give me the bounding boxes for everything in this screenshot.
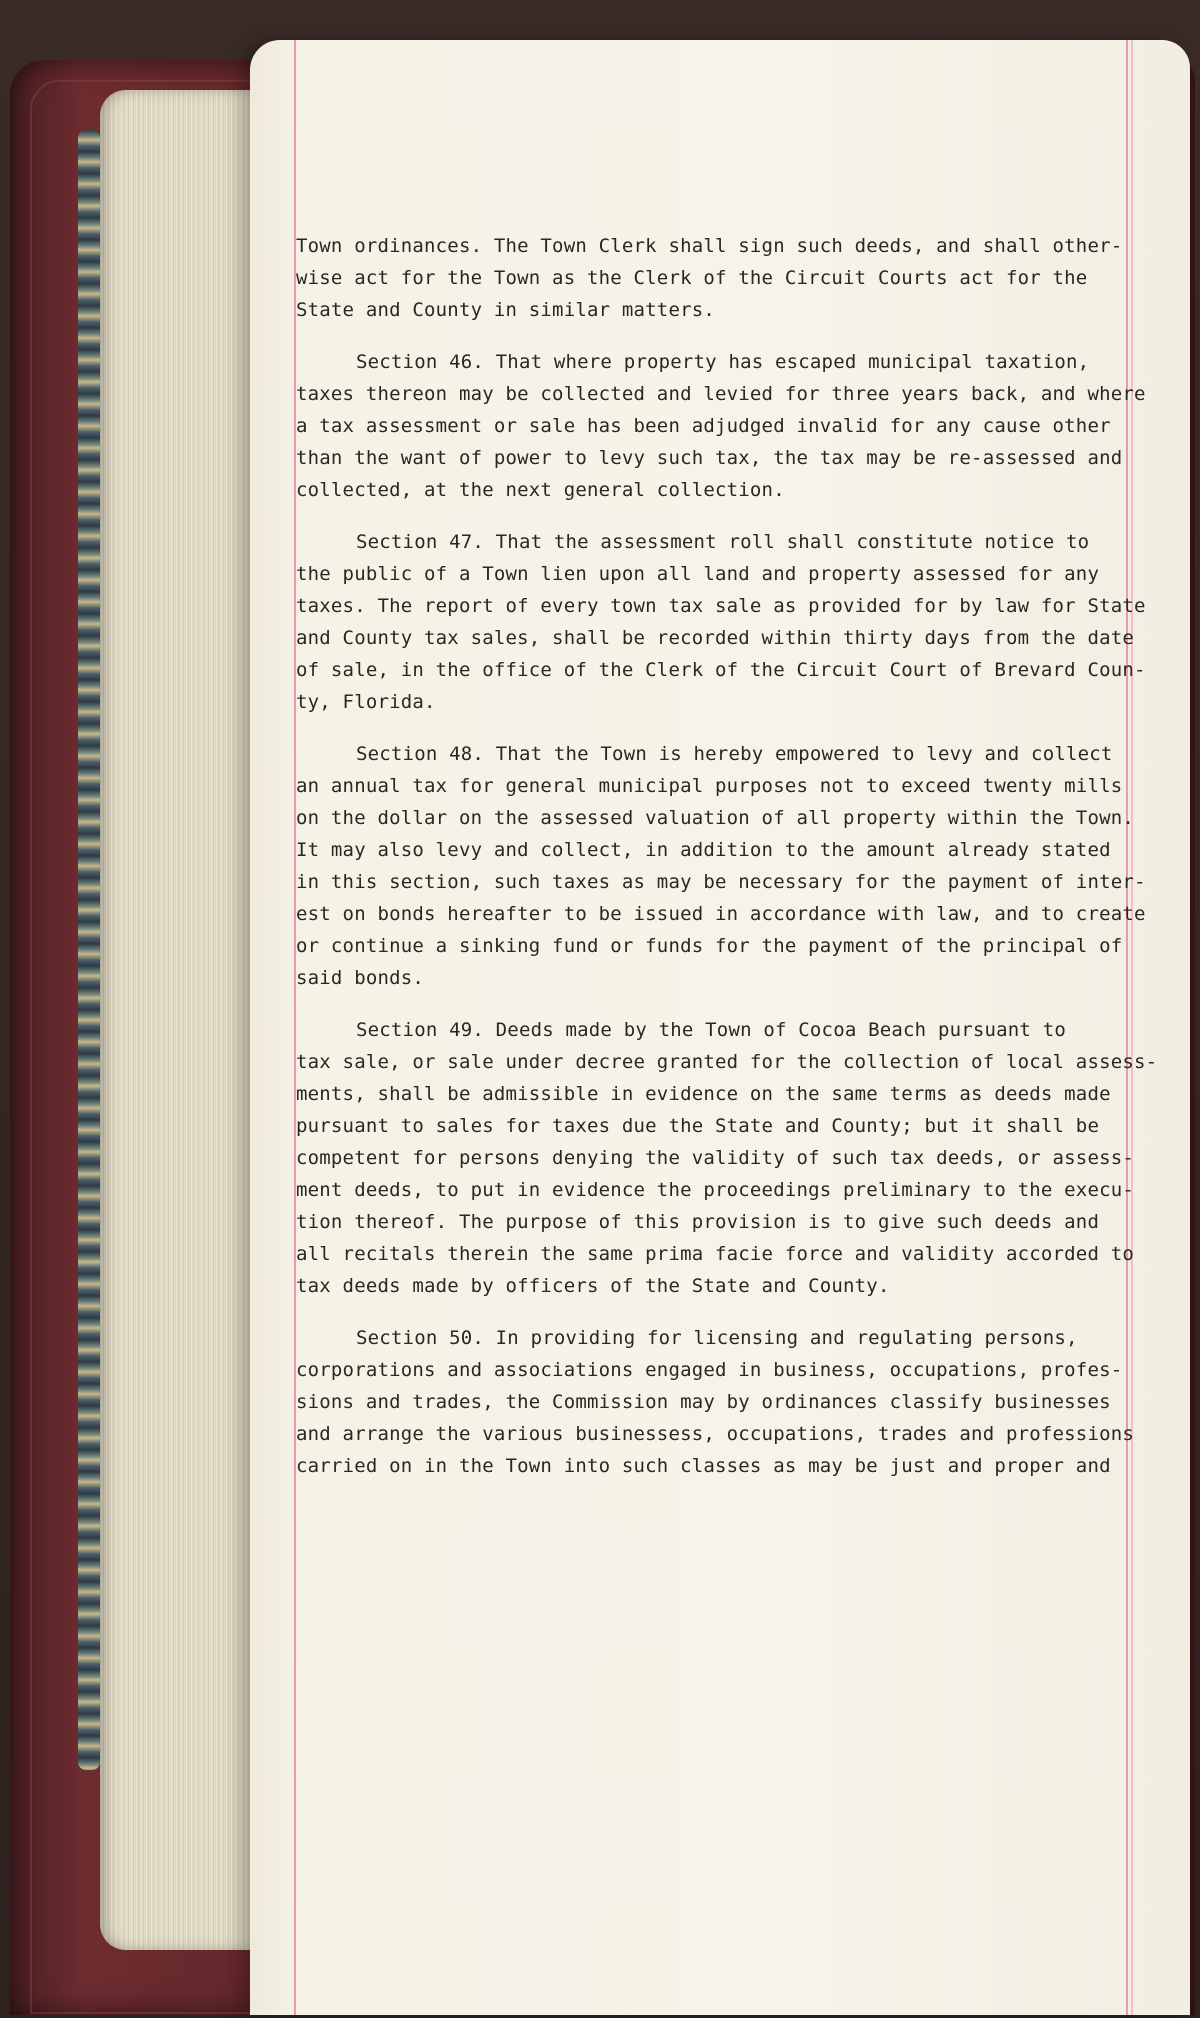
text-line: It may also levy and collect, in addition to the amount already stated	[296, 839, 1111, 861]
text-line: collected, at the next general collection.	[296, 479, 785, 501]
marbled-page-edge	[78, 130, 100, 1770]
text-line: pursuant to sales for taxes due the State and County; but it shall be	[296, 1115, 1100, 1137]
section-46-heading-line: Section 46. That where property has escaped municipal taxation,	[356, 351, 1090, 373]
text-line: State and County in similar matters.	[296, 299, 716, 321]
text-line: than the want of power to levy such tax, the tax may be re-assessed and	[296, 447, 1123, 469]
text-line: and County tax sales, shall be recorded within thirty days from the date	[296, 627, 1135, 649]
section-48-heading-line: Section 48. That the Town is hereby empowered to levy and collect	[356, 743, 1113, 765]
text-line: tion thereof. The purpose of this provision is to give such deeds and	[296, 1211, 1100, 1233]
text-line: ment deeds, to put in evidence the proceedings preliminary to the execu-	[296, 1179, 1135, 1201]
text-line: tax deeds made by officers of the State and County.	[296, 1275, 890, 1297]
text-line: sions and trades, the Commission may by ordinances classify businesses	[296, 1391, 1111, 1413]
text-line: wise act for the Town as the Clerk of the Circuit Courts act for the	[296, 267, 1088, 289]
section-50-heading-line: Section 50. In providing for licensing and regulating persons,	[356, 1327, 1078, 1349]
text-line: in this section, such taxes as may be necessary for the payment of inter-	[296, 871, 1146, 893]
paragraph-gap	[296, 1302, 1156, 1322]
paragraph-gap	[296, 994, 1156, 1014]
text-line: or continue a sinking fund or funds for the payment of the principal of	[296, 935, 1123, 957]
text-line: a tax assessment or sale has been adjudged invalid for any cause other	[296, 415, 1111, 437]
text-line: an annual tax for general municipal purposes not to exceed twenty mills	[296, 775, 1123, 797]
text-line: on the dollar on the assessed valuation of all property within the Town.	[296, 807, 1135, 829]
text-line: competent for persons denying the validity of such tax deeds, or assess-	[296, 1147, 1135, 1169]
text-line: and arrange the various businessess, occupations, trades and professions	[296, 1423, 1135, 1445]
paragraph-gap	[296, 506, 1156, 526]
text-line: est on bonds hereafter to be issued in accordance with law, and to create	[296, 903, 1146, 925]
text-line: ments, shall be admissible in evidence on the same terms as deeds made	[296, 1083, 1111, 1105]
paragraph-gap	[296, 326, 1156, 346]
text-line: taxes. The report of every town tax sale as provided for by law for State	[296, 595, 1146, 617]
ledger-page	[250, 40, 1190, 2015]
text-line: ty, Florida.	[296, 691, 436, 713]
section-47-heading-line: Section 47. That the assessment roll shall constitute notice to	[356, 531, 1090, 553]
text-line: all recitals therein the same prima facie force and validity accorded to	[296, 1243, 1135, 1265]
paragraph-gap	[296, 718, 1156, 738]
text-line: taxes thereon may be collected and levied for three years back, and where	[296, 383, 1146, 405]
text-line: said bonds.	[296, 967, 425, 989]
text-line: corporations and associations engaged in business, occupations, profes-	[296, 1359, 1123, 1381]
typed-text-block	[296, 230, 1156, 1482]
text-line: Town ordinances. The Town Clerk shall sign such deeds, and shall other-	[296, 235, 1123, 257]
text-line: the public of a Town lien upon all land and property assessed for any	[296, 563, 1100, 585]
text-line: tax sale, or sale under decree granted for the collection of local assess-	[296, 1051, 1158, 1073]
text-line: of sale, in the office of the Clerk of the Circuit Court of Brevard Coun-	[296, 659, 1146, 681]
section-49-heading-line: Section 49. Deeds made by the Town of Cocoa Beach pursuant to	[356, 1019, 1066, 1041]
text-line: carried on in the Town into such classes as may be just and proper and	[296, 1455, 1111, 1477]
